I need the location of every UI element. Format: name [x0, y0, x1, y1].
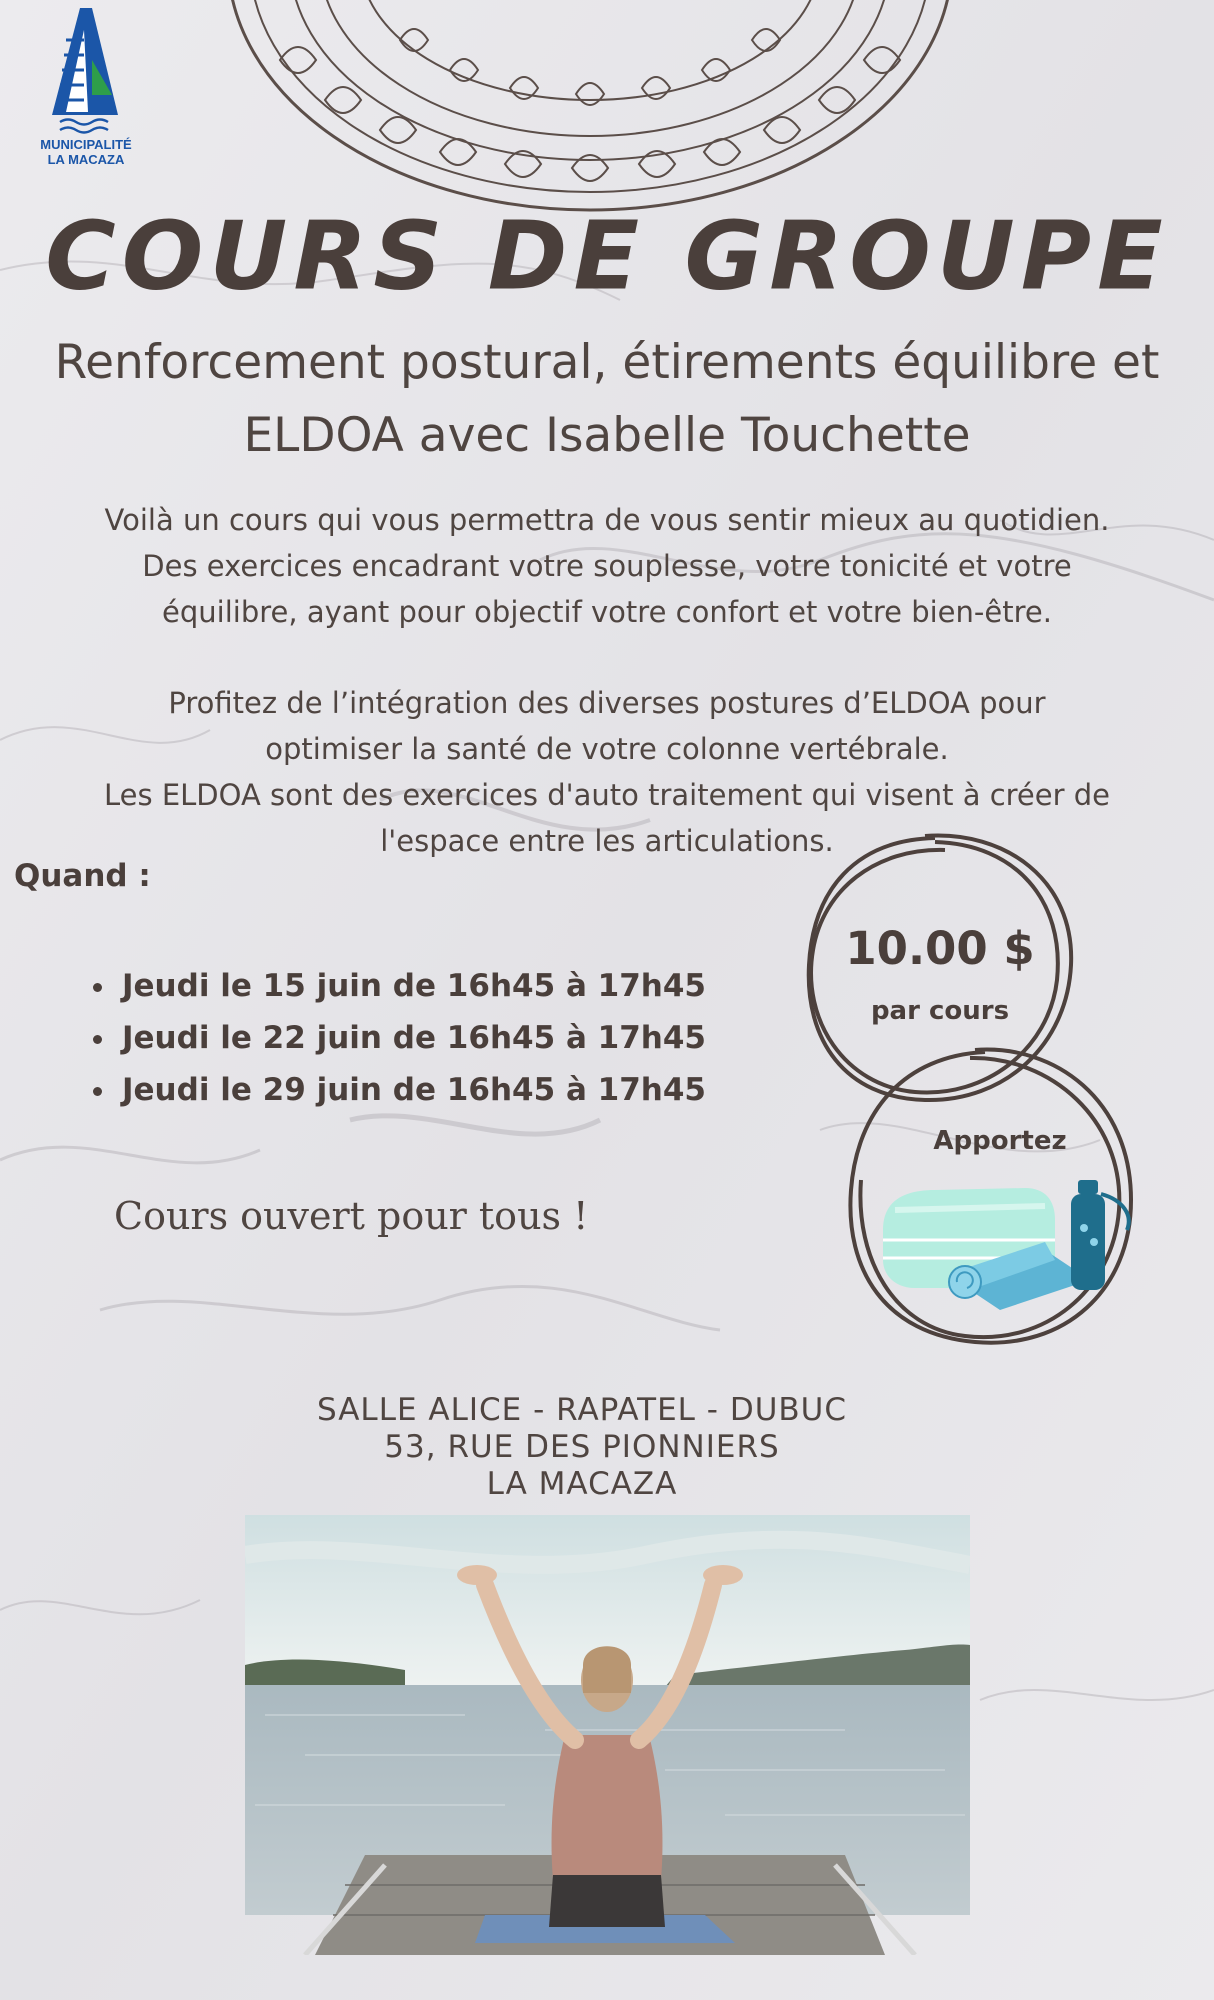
price-amount: 10.00 $ — [845, 922, 1035, 975]
schedule-list — [70, 960, 706, 1116]
schedule-date: • Jeudi le 22 juin de 16h45 à 17h45 — [118, 1012, 706, 1064]
address-line: 53, RUE DES PIONNIERS — [384, 1429, 780, 1465]
mandala-ornament — [220, 0, 960, 215]
venue-address — [200, 1392, 964, 1503]
bring-items-illustration — [875, 1170, 1135, 1320]
logo-line1: MUNICIPALITÉ — [40, 137, 132, 152]
address-line: LA MACAZA — [486, 1466, 678, 1502]
subtitle — [20, 326, 1194, 472]
water-bottle-icon — [1071, 1180, 1129, 1290]
eldoa-line: optimiser la santé de votre colonne vertébrale. — [265, 732, 949, 766]
lake-stretching-photo — [245, 1515, 970, 1955]
bring-label: Apportez — [933, 1126, 1067, 1156]
logo-line2: LA MACAZA — [47, 152, 125, 167]
schedule-date: • Jeudi le 29 juin de 16h45 à 17h45 — [118, 1064, 706, 1116]
logo-text — [14, 137, 158, 167]
intro-line: équilibre, ayant pour objectif votre confort et votre bien-être. — [162, 595, 1052, 629]
intro-line: Voilà un cours qui vous permettra de vous sentir mieux au quotidien. — [104, 503, 1110, 537]
schedule-heading: Quand : — [14, 858, 151, 894]
subtitle-line2: ELDOA avec Isabelle Touchette — [243, 408, 971, 463]
eldoa-line: l'espace entre les articulations. — [380, 824, 834, 858]
eldoa-line: Les ELDOA sont des exercices d'auto traitement qui visent à créer de — [104, 778, 1110, 812]
price-unit: par cours — [870, 996, 1010, 1026]
subtitle-line1: Renforcement postural, étirements équilibre et — [54, 335, 1160, 390]
eldoa-line: Profitez de l’intégration des diverses postures d’ELDOA pour — [168, 686, 1046, 720]
address-line: SALLE ALICE - RAPATEL - DUBUC — [316, 1392, 848, 1428]
intro-line: Des exercices encadrant votre souplesse, votre tonicité et votre — [142, 549, 1072, 583]
page-title: COURS DE GROUPE — [45, 201, 1169, 311]
open-to-all-note: Cours ouvert pour tous ! — [114, 1194, 589, 1238]
schedule-date: • Jeudi le 15 juin de 16h45 à 17h45 — [118, 960, 706, 1012]
intro-paragraph — [30, 497, 1184, 635]
